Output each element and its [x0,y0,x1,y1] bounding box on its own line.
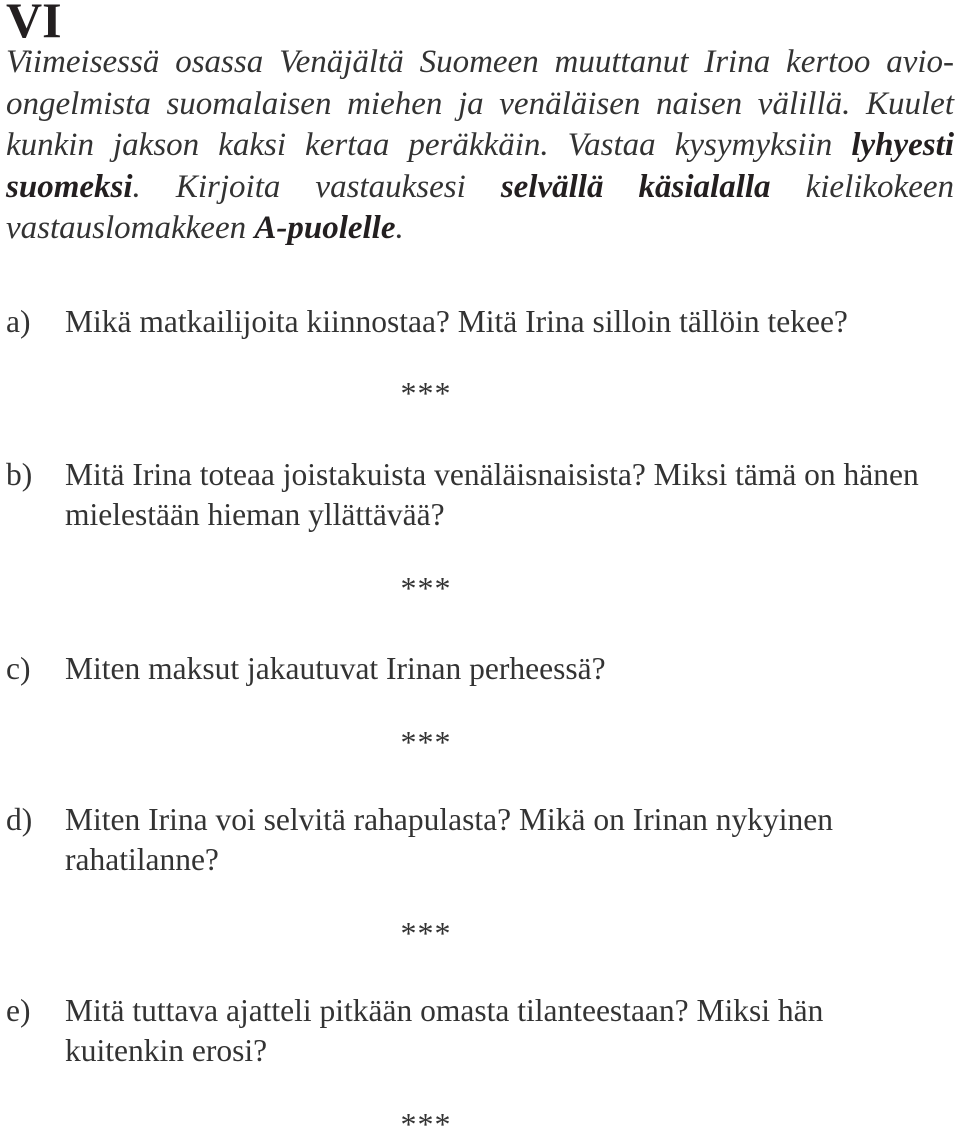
instructions-text-3: kielikokeen vastauslomakkeen [6,168,954,246]
instructions-text-2: . Kirjoita vastauksesi [132,168,501,205]
instructions-emphasis-3: A-puolelle [254,210,396,246]
question-letter: b) [6,457,33,492]
instructions-emphasis-1: lyhyesti suomeksi [6,127,954,205]
question-e [6,991,936,1071]
question-text: Mitä tuttava ajatteli pitkään omasta tilanteestaan? Miksi hän kuitenkin erosi? [65,993,824,1068]
question-text: Mikä matkailijoita kiinnostaa? Mitä Irina silloin tällöin tekee? [65,304,848,339]
question-text: Miten Irina voi selvitä rahapulasta? Mikä on Irinan nykyinen rahatilanne? [65,802,834,877]
separator-a: *** [400,375,452,411]
instructions-text-1: Viimeisessä osassa Venäjältä Suomeen muuttanut Irina kertoo avio-ongelmista suomalaisen miehen ja venäläisen naisen välillä. Kuulet kunkin jakson kaksi kertaa peräkkäin. Vastaa kysymyksiin [6,44,954,163]
question-text: Miten maksut jakautuvat Irinan perheessä? [65,651,606,686]
separator-d: *** [400,915,452,951]
question-d [6,800,936,880]
question-letter: e) [6,993,31,1028]
question-c [6,649,936,689]
question-letter: a) [6,304,31,339]
question-b [6,455,936,535]
question-letter: c) [6,651,31,686]
instructions-paragraph [6,42,954,250]
question-text: Mitä Irina toteaa joistakuista venäläisnaisista? Miksi tämä on hänen mielestään hieman yllättävää? [65,457,919,532]
separator-b: *** [400,570,452,606]
question-letter: d) [6,802,33,837]
instructions-emphasis-2: selvällä käsialalla [500,168,771,205]
separator-e: *** [400,1106,452,1142]
question-a [6,302,936,342]
separator-c: *** [400,724,452,760]
instructions-text-4: . [395,210,404,246]
section-title: VI [6,0,62,48]
